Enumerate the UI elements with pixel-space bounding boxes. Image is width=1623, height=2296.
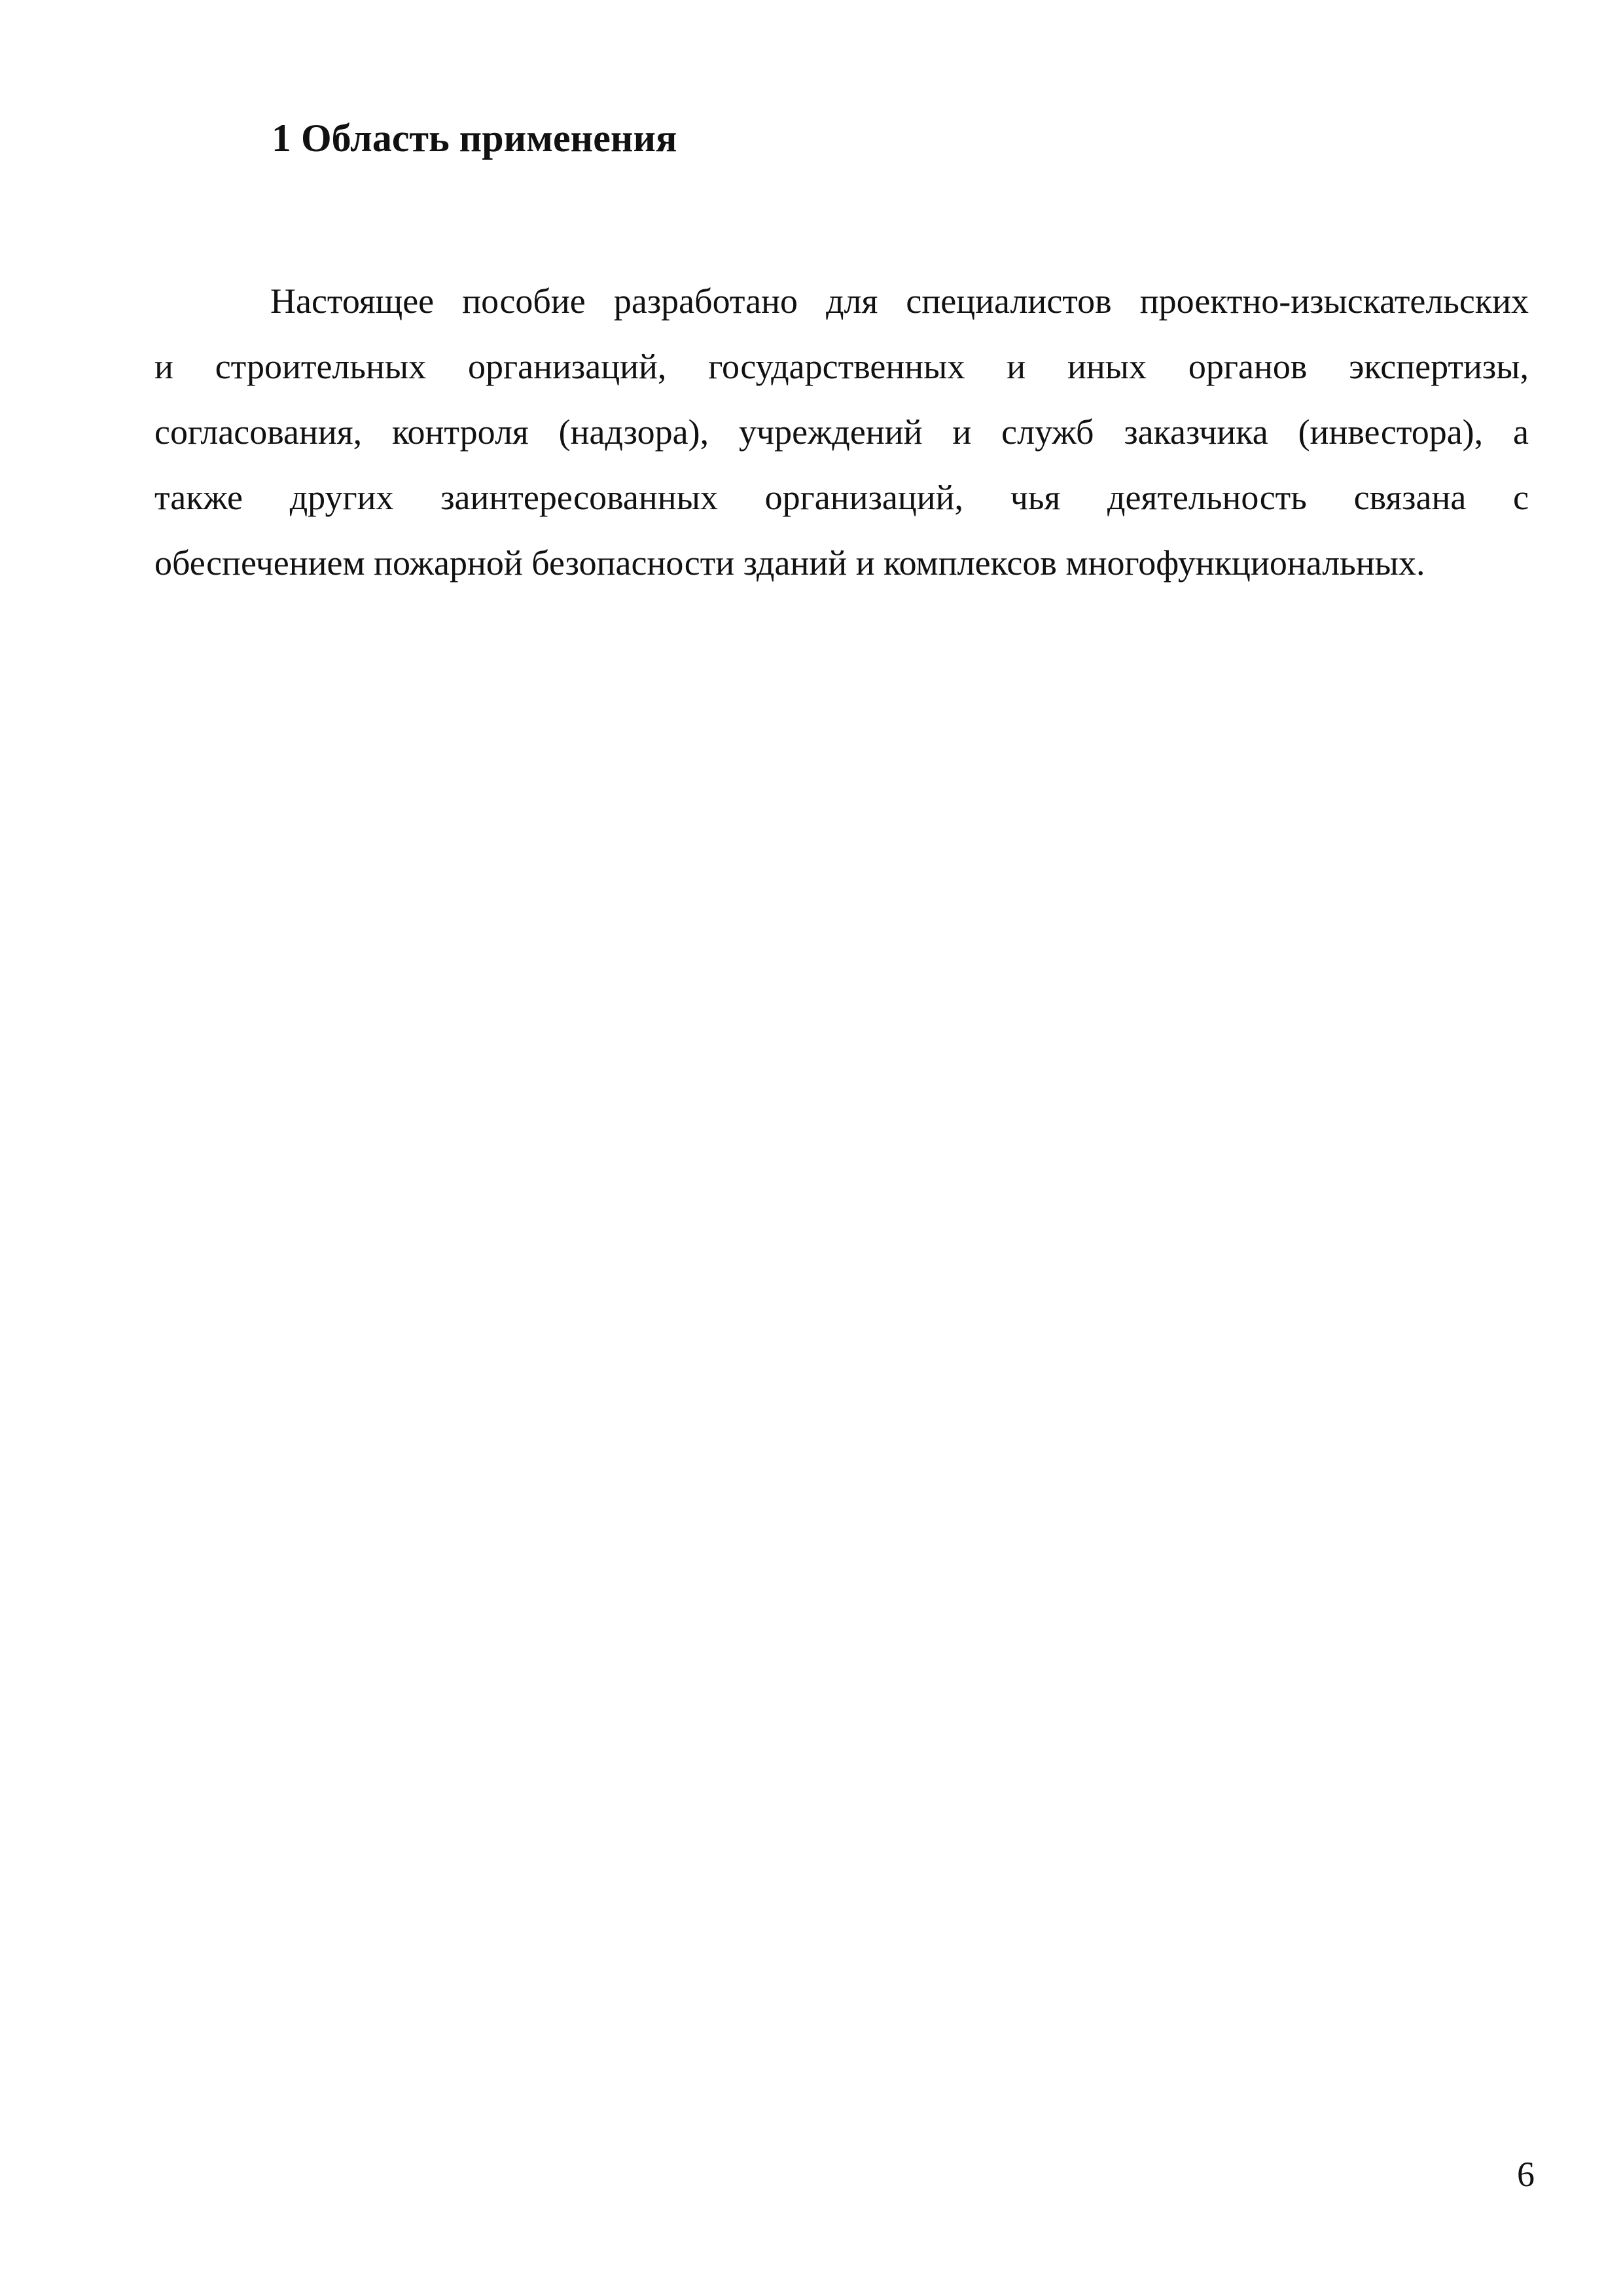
- page-number: 6: [1517, 2155, 1535, 2194]
- paragraph-line: согласования, контроля (надзора), учреждений и служб заказчика (инвестора), а: [154, 412, 1529, 452]
- paragraph-line: и строительных организаций, государственных и иных органов экспертизы,: [154, 347, 1529, 386]
- paragraph-line: Настоящее пособие разработано для специалистов проектно-изыскательских: [270, 281, 1529, 321]
- paragraph-line: также других заинтересованных организаций, чья деятельность связана с: [154, 478, 1529, 517]
- section-heading: 1 Область применения: [272, 117, 677, 160]
- paragraph-line: обеспечением пожарной безопасности зданий и комплексов многофункциональных.: [154, 543, 1425, 583]
- body-paragraph: [154, 268, 1529, 596]
